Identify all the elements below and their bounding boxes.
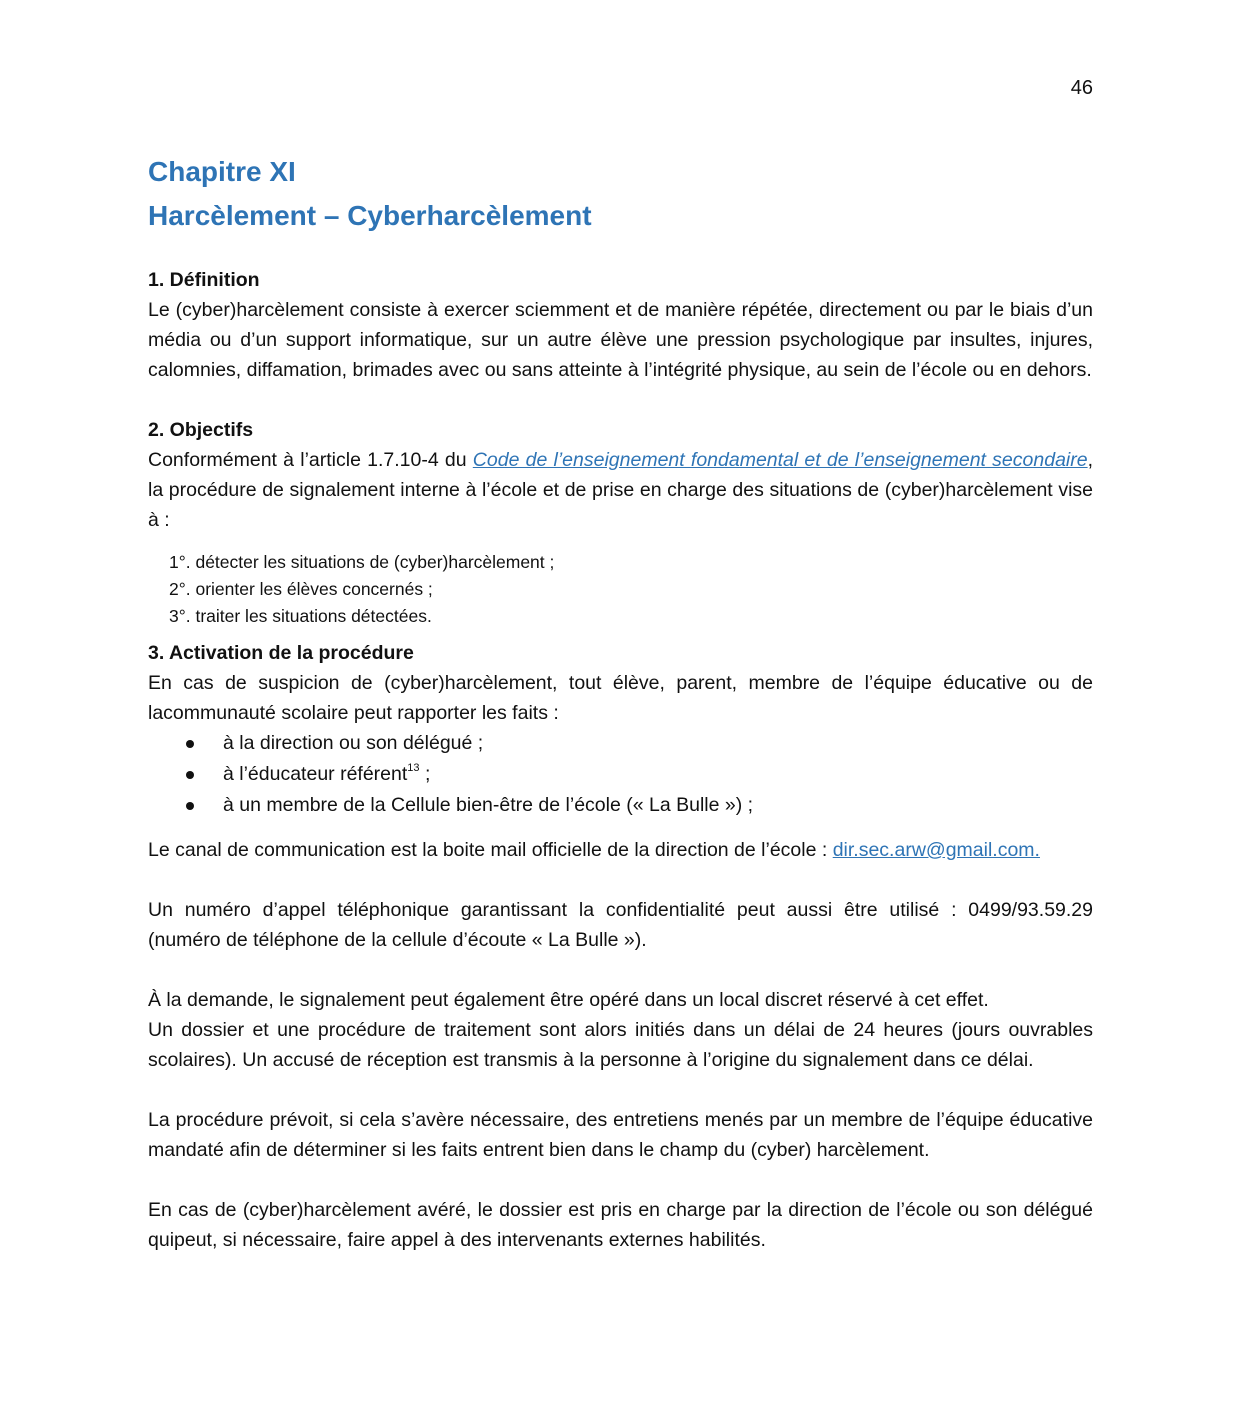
section-activation-heading: 3. Activation de la procédure (148, 642, 414, 664)
page-number: 46 (1070, 77, 1093, 99)
objective-item: 2°. orienter les élèves concernés ; (169, 579, 433, 599)
chapter-number: Chapitre XI (148, 156, 296, 187)
bullet-text: à un membre de la Cellule bien-être de l’école (« La Bulle ») ; (223, 794, 754, 816)
definition-paragraph: Le (cyber)harcèlement consiste à exercer sciemment et de manière répétée, directement ou par le biais d’un média ou d’un support informatique, sur un autre élève une pression psychologique par insultes, injures, calomnies, diffamation, brimades avec ou sans atteinte à l’intégrité physique, au sein de l’école ou en dehors. (148, 299, 1093, 381)
mail-paragraph (148, 835, 1093, 865)
objectives-intro: Conformément à l’article 1.7.10-4 du (148, 449, 473, 471)
section-objectives-heading: 2. Objectifs (148, 419, 254, 441)
mail-prefix: Le canal de communication est la boite mail officielle de la direction de l’école : (148, 839, 833, 861)
objective-item: 1°. détecter les situations de (cyber)harcèlement ; (169, 552, 555, 572)
objectives-paragraph (148, 445, 1093, 535)
reporting-channels-list (148, 728, 1093, 821)
activation-intro: En cas de suspicion de (cyber)harcèlement, tout élève, parent, membre de l’équipe éducative ou de lacommunauté scolaire peut rapporter les faits : (148, 672, 1093, 724)
bullet-text: à la direction ou son délégué ; (223, 732, 484, 754)
list-item (148, 728, 1093, 759)
bullet-icon (186, 740, 194, 748)
bullet-text: à l’éducateur référent (223, 763, 408, 785)
code-enseignement-link[interactable]: Code de l’enseignement fondamental et de l’enseignement secondaire (472, 449, 1088, 471)
final-paragraph: En cas de (cyber)harcèlement avéré, le dossier est pris en charge par la direction de l’école ou son délégué quipeut, si nécessaire, faire appel à des intervenants externes habilités. (148, 1199, 1093, 1251)
bullet-suffix: ; (419, 763, 431, 785)
list-item (148, 759, 1093, 790)
document-body (148, 265, 1093, 1255)
objectives-list (148, 549, 1093, 630)
entretiens-paragraph: La procédure prévoit, si cela s’avère nécessaire, des entretiens menés par un membre de l’équipe éducative mandaté afin de déterminer si les faits entrent bien dans le champ du (cyber) harcèlement. (148, 1109, 1093, 1161)
phone-paragraph: Un numéro d’appel téléphonique garantissant la confidentialité peut aussi être utilisé : 0499/93.59.29 (numéro de téléphone de la cellule d’écoute « La Bulle »). (148, 899, 1093, 951)
bullet-icon (186, 802, 194, 810)
objective-item: 3°. traiter les situations détectées. (169, 606, 432, 626)
footnote-ref[interactable]: 13 (407, 761, 420, 774)
section-definition-heading: 1. Définition (148, 269, 260, 291)
chapter-title (148, 150, 1093, 238)
bullet-icon (186, 771, 194, 779)
dossier-paragraph: Un dossier et une procédure de traitement sont alors initiés dans un délai de 24 heures (jours ouvrables scolaires). Un accusé de réception est transmis à la personne à l’origine du signalement dans ce délai. (148, 1019, 1093, 1071)
list-item (148, 790, 1093, 821)
objectives-intro-continued: , la procédure de signalement interne à l’école et de prise en charge des situations de (cyber)harcèlement vise à : (148, 449, 1094, 531)
chapter-subject: Harcèlement – Cyberharcèlement (148, 200, 592, 231)
local-sentence: À la demande, le signalement peut également être opéré dans un local discret réservé à cet effet. (148, 989, 989, 1011)
mail-link[interactable]: dir.sec.arw@gmail.com. (832, 839, 1040, 861)
